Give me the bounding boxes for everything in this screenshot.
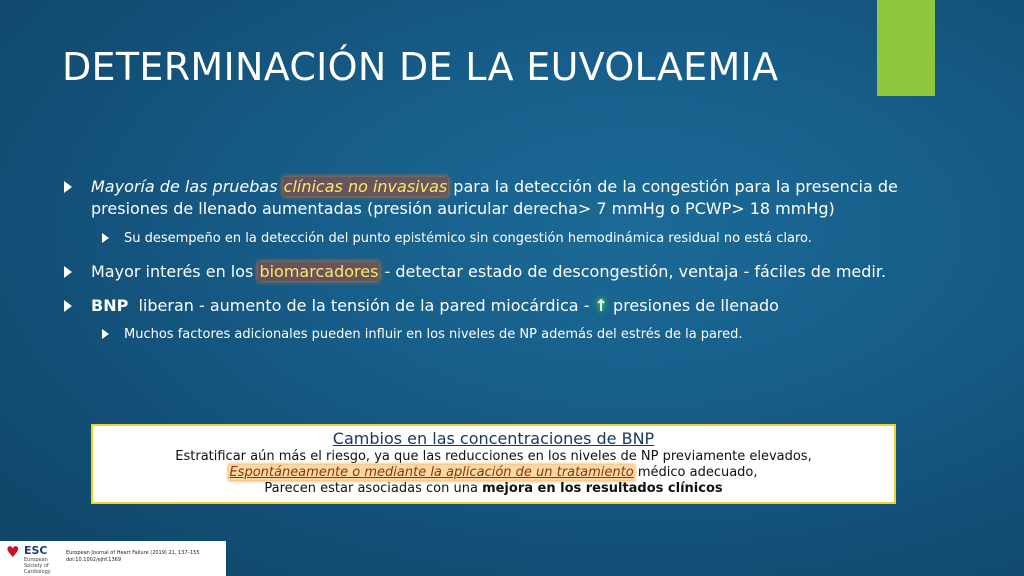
citation [66,550,200,564]
highlight-text: clínicas no invasivas [283,177,448,196]
sub-bullet-text: Muchos factores adicionales pueden influir en los niveles de NP además del estrés de la pared. [124,327,743,342]
logo-subtitle: European Society of Cardiology [24,557,51,575]
sub-bullet-text: Su desempeño en la detección del punto epistémico sin congestión hemodinámica residual no está claro. [124,231,812,246]
note-highlight: Espontáneamente o mediante la aplicación de un tratamiento [229,465,634,480]
bullet-biomarkers [62,261,942,283]
note-line: Estratificar aún más el riesgo, ya que las reducciones en los niveles de NP previamente elevados, [175,449,812,464]
note-line [93,481,894,497]
note-bold-text: mejora en los resultados clínicos [482,481,723,496]
note-text: médico adecuado, [633,465,758,480]
bnp-label: BNP [91,296,129,315]
bullet-text: para la detección de la congestión para la presencia de presiones de llenado aumentadas (presión auricular derecha> 7 mmHg o PCWP> 18 mmHg) [91,177,898,218]
esc-logo [6,545,60,575]
note-title: Cambios en las concentraciones de BNP [332,429,655,448]
triangle-right-icon [64,181,72,193]
triangle-right-icon [64,300,72,312]
bullet-text: liberan - aumento de la tensión de la pared miocárdica - [128,296,595,315]
sub-bullet-performance [62,229,942,249]
citation-line: European Journal of Heart Failure (2019) 21, 137–155 [66,550,200,556]
bullet-list [62,176,942,345]
note-line [93,465,894,481]
triangle-right-icon [64,266,72,278]
bullet-text: presiones de llenado [607,296,779,315]
bullet-bnp [62,295,942,317]
citation-line: doi:10.1002/ejhf.1369 [66,557,122,563]
highlight-text: biomarcadores [259,262,379,281]
bnp-note-box [91,424,896,504]
triangle-right-icon [102,329,109,339]
bullet-text: Mayoría de las pruebas [91,177,283,196]
accent-bar [877,0,935,96]
bullet-noninvasive [62,176,942,220]
note-text: Parecen estar asociadas con una [264,481,483,496]
up-arrow-icon: ↑ [594,296,608,315]
logo-name: ESC [24,544,48,557]
heart-icon: ♥ [6,543,20,561]
triangle-right-icon [102,233,109,243]
sub-bullet-factors [62,325,942,345]
slide-title: DETERMINACIÓN DE LA EUVOLAEMIA [62,45,779,89]
reference-box [0,541,226,576]
bullet-text: - detectar estado de descongestión, ventaja - fáciles de medir. [379,262,887,281]
bullet-text: Mayor interés en los [91,262,259,281]
